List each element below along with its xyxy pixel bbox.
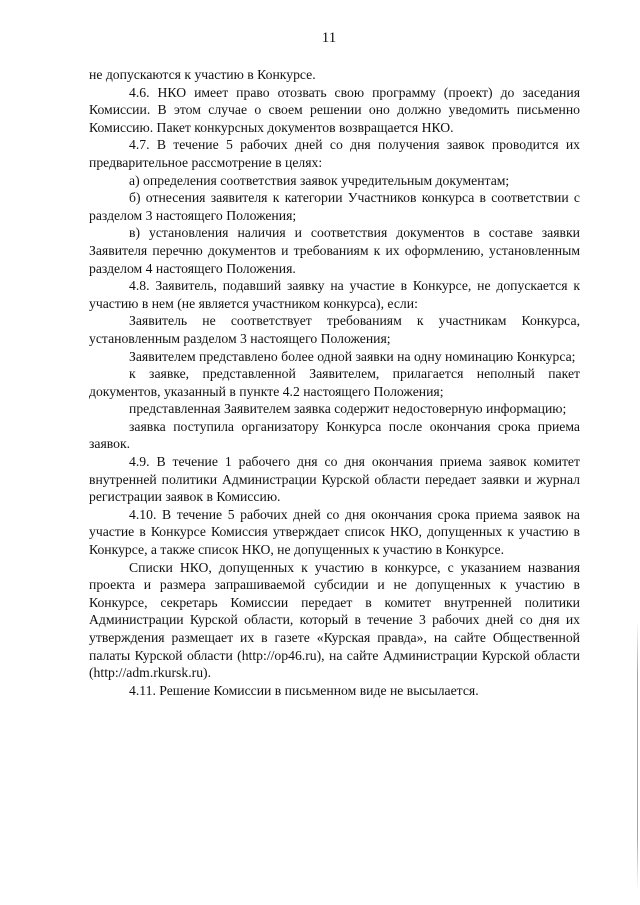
condition-item: заявка поступила организатору Конкурса после окончания срока приема заявок. [89,418,580,452]
condition-item: представленная Заявителем заявка содержит недостоверную информацию; [129,401,567,417]
list-item-b: б) отнесения заявителя к категории Участников конкурса в соответствии с разделом 3 настоящего Положения; [89,190,580,223]
paragraph-4-8: 4.8. Заявитель, подавший заявку на участие в Конкурсе, не допускается к участию в нем (не является участником конкурса), если: [89,278,580,311]
document-body [89,66,580,699]
scan-edge-line [637,620,638,890]
paragraph-4-9: 4.9. В течение 1 рабочего дня со дня окончания приема заявок комитет внутренней политики Администрации Курской области передает заявки и журнал регистрации заявок в Комиссию. [89,454,580,505]
paragraph-4-6: 4.6. НКО имеет право отозвать свою программу (проект) до заседания Комиссии. В этом случае о своем решении оно должно уведомить письменно Комиссию. Пакет конкурсных документов возвращается НКО. [89,84,580,135]
paragraph-4-7: 4.7. В течение 5 рабочих дней со дня получения заявок проводится их предварительное рассмотрение в целях: [89,137,580,170]
condition-item: Заявитель не соответствует требованиям к участникам Конкурса, установленным разделом 3 настоящего Положения; [89,313,580,346]
condition-item: Заявителем представлено более одной заявки на одну номинацию Конкурса; [129,348,576,364]
paragraph-4-10: 4.10. В течение 5 рабочих дней со дня окончания срока приема заявок на участие в Конкурсе Комиссия утверждает список НКО, допущенных к участию в Конкурсе, а также список НКО, не допущенных к участию в Конкурсе. [89,506,580,558]
paragraph-continuation: не допускаются к участию в Конкурсе. [89,67,316,82]
list-item-a: а) определения соответствия заявок учредительным документам; [129,172,510,188]
list-item-v: в) установления наличия и соответствия документов в составе заявки Заявителя перечню документов и требованиям к их оформлению, установленным разделом 4 настоящего Положения. [89,225,580,276]
paragraph-4-11: 4.11. Решение Комиссии в письменном виде не высылается. [129,682,479,698]
page-number: 11 [321,30,337,46]
paragraph-lists: Списки НКО, допущенных к участию в конкурсе, с указанием названия проекта и размера запрашиваемой субсидии и не допущенных к участию в Конкурсе, секретарь Комиссии передает в комитет внутренней политики Администрации Курской области, который в течение 3 рабочих дней со дня их утверждения размещает их в газете «Курская правда», на сайте Общественной палаты Курской области (http://op46.ru), на сайте Администрации Курской области (http://adm.rkursk.ru). [89,559,580,681]
condition-item: к заявке, представленной Заявителем, прилагается неполный пакет документов, указанный в пункте 4.2 настоящего Положения; [89,366,580,399]
